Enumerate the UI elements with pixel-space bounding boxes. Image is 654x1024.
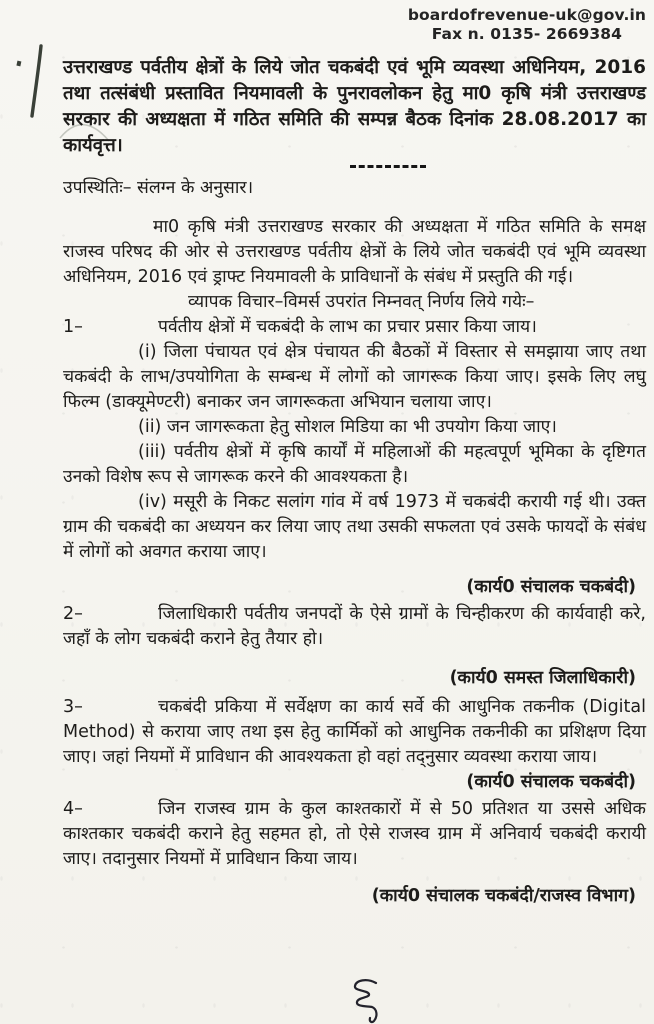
- decision-item-2: [63, 602, 646, 652]
- item-1-assignee-label: (कार्य0 संचालक चकबंदी): [466, 577, 636, 597]
- title-divider: [350, 165, 426, 168]
- letterhead-contact: [408, 6, 646, 44]
- item-1-subitem-ii: (ii) जन जागरूकता हेतु सोशल मिडिया का भी उपयोग किया जाए।: [138, 417, 557, 437]
- intro-paragraph: मा0 कृषि मंत्री उत्तराखण्ड सरकार की अध्यक्षता में गठित समिति के समक्ष राजस्व परिषद की ओर से उत्तराखण्ड पर्वतीय क्षेत्रों के लिये जोत चकबंदी एवं भूमि व्यवस्था अधिनियम, 2016 एवं ड्राफ्ट नियमावली के प्राविधानों के संबंध में प्रस्तुति की गई।: [63, 217, 646, 287]
- item-3-assignee-label: (कार्य0 संचालक चकबंदी): [466, 772, 636, 792]
- item-1-text: पर्वतीय क्षेत्रों में चकबंदी के लाभ का प्रचार प्रसार किया जाय।: [158, 317, 537, 337]
- attendance-line: उपस्थितिः– संलग्न के अनुसार।: [63, 178, 254, 198]
- item-2-text: जिलाधिकारी पर्वतीय जनपदों के ऐसे ग्रामों के चिन्हीकरण की कार्यवाही करे, जहाँ के लोग चकबंदी कराने हेतु तैयार हो।: [63, 604, 646, 649]
- item-4-assignee-label: (कार्य0 संचालक चकबंदी/राजस्व विभाग): [371, 886, 636, 906]
- item-1-number: 1–: [63, 317, 83, 337]
- decision-item-4: [63, 797, 646, 872]
- decision-item-1: [63, 315, 646, 340]
- item-4-text: जिन राजस्व ग्राम के कुल काश्तकारों में से 50 प्रतिशत या उससे अधिक काश्तकार चकबंदी कराने हेतु सहमत हो, तो ऐसे राजस्व ग्राम में अनिवार्य चकबंदी करायी जाए। तदानुसार नियमों में प्राविधान किया जाय।: [63, 799, 646, 869]
- document-title: उत्तराखण्ड पर्वतीय क्षेत्रों के लिये जोत चकबंदी एवं भूमि व्यवस्था अधिनियम, 2016 तथा तत्संबंधी प्रस्तावित नियमावली के पुनरावलोकन हेतु मा0 कृषि मंत्री उत्तराखण्ड सरकार की अध्यक्षता में गठित समिति की सम्पन्न बैठक दिनांक 28.08.2017 का कार्यवृत्त।: [63, 57, 646, 156]
- letterhead-email: boardofrevenue-uk@gov.in: [407, 6, 646, 24]
- item-3-number: 3–: [63, 697, 83, 717]
- document-body: [63, 55, 646, 909]
- item-1-subitem-i: (i) जिला पंचायत एवं क्षेत्र पंचायत की बैठकों में विस्तार से समझाया जाए तथा चकबंदी के लाभ/उपयोगिता के सम्बन्ध में लोगों को जागरूक किया जाए। इसके लिए लघु फिल्म (डाक्यूमेण्टरी) बनाकर जन जागरूकता अभियान चलाया जाए।: [63, 342, 646, 412]
- decision-item-3: [63, 695, 646, 770]
- item-1-subitem-iv: (iv) मसूरी के निकट सलांग गांव में वर्ष 1973 में चकबंदी करायी गई थी। उक्त ग्राम की चकबंदी का अध्ययन कर लिया जाए तथा उसकी सफलता एवं उसके फायदों के संबंध में लोगों को अवगत कराया जाए।: [63, 492, 646, 562]
- item-1-subitem-iii: (iii) पर्वतीय क्षेत्रों में कृषि कार्यों में महिलाओं की महत्वपूर्ण भूमिका के दृष्टिगत उनको विशेष रूप से जागरूक करने की आवश्यकता है।: [63, 442, 646, 487]
- item-2-assignee-label: (कार्य0 समस्त जिलाधिकारी): [449, 668, 636, 688]
- letterhead-fax: Fax n. 0135- 2669384: [431, 25, 623, 43]
- item-3-text: चकबंदी प्रकिया में सर्वेक्षण का कार्य सर्वे की आधुनिक तकनीक (Digital Method) से कराया जाए तथा इस हेतु कार्मिकों को आधुनिक तकनीकी का प्रशिक्षण दिया जाए। जहां नियमों में प्राविधान की आवश्यकता हो वहां तद्नुसार व्यवस्था कराया जाय।: [63, 697, 646, 767]
- item-2-number: 2–: [63, 604, 83, 624]
- decision-heading: व्यापक विचार–विमर्स उपरांत निम्नवत् निर्णय लिये गयेः–: [188, 292, 535, 312]
- item-4-number: 4–: [63, 799, 83, 819]
- handwritten-signature-icon: [334, 976, 404, 1024]
